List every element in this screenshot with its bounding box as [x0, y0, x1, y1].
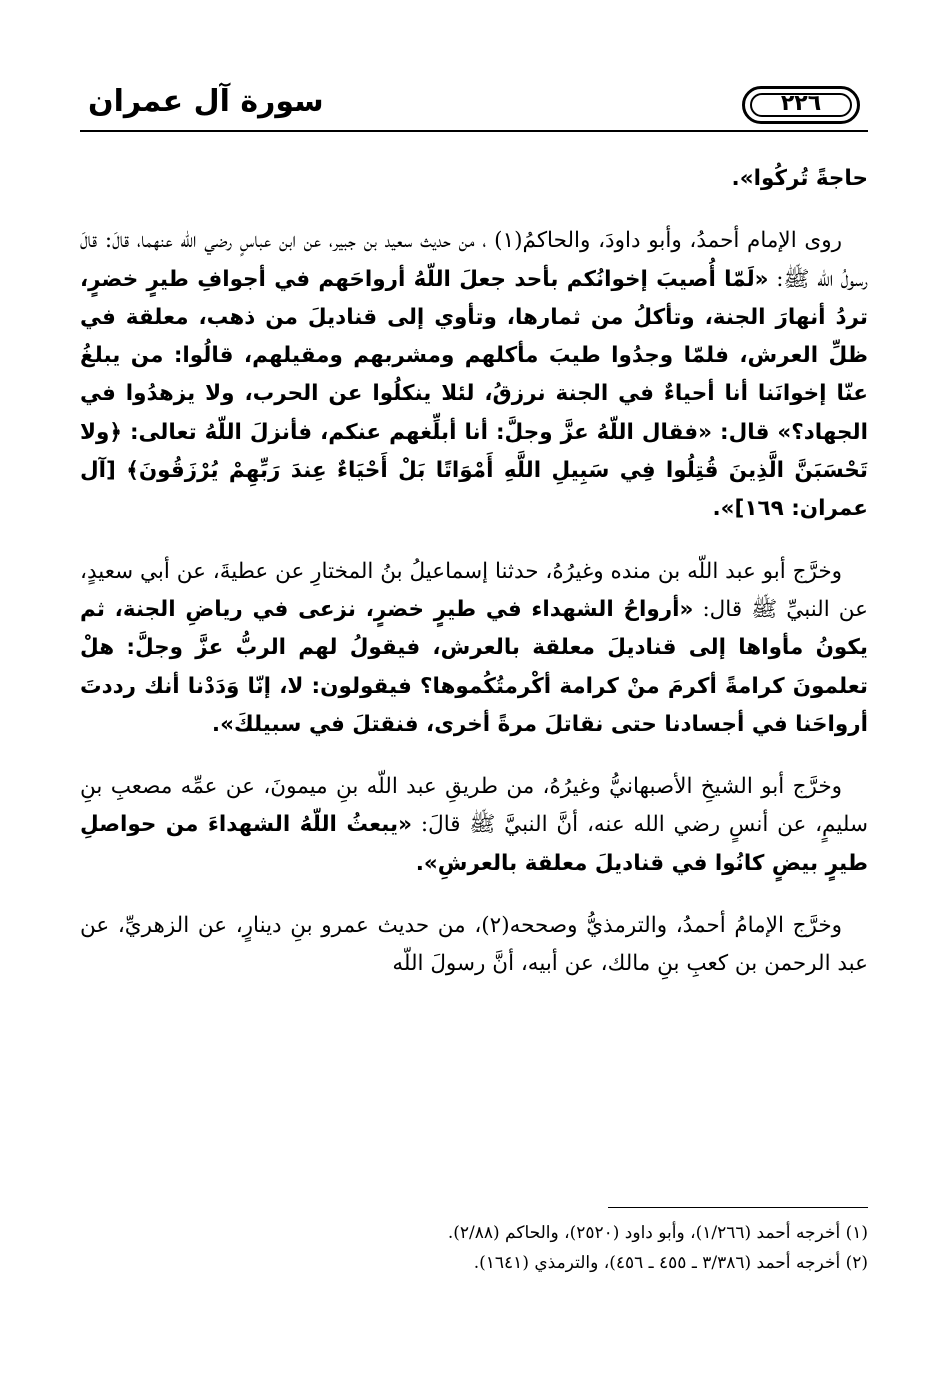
hadith-quote: «أرواحُ الشهداء في طيرٍ خضرٍ، نزعى في رياضِ الجنة، ثم يكونُ مأواها إلى قناديلَ معلقة بالعرش، فيقولُ لهم الربُّ عزَّ وجلَّ: هلْ تعلمونَ كرامةً أكرمَ منْ كرامة أكْرمتُكُموها؟ فيقولون: لا، إنّا وَدَدْنا أنك رددتَ أرواحَنا في أجسادنا حتى نقاتلَ مرةً أخرى، فنقتلَ في سبيلكَ». [80, 596, 868, 737]
paragraph-anas [80, 768, 868, 883]
page-header [80, 78, 868, 132]
footnotes [80, 1218, 868, 1278]
surah-title: سورة آل عمران [88, 84, 324, 119]
hadith-quote: «يبعثُ اللّهُ الشهداءَ من حواصلِ طيرٍ بيضٍ كانُوا في قناديلَ معلقة بالعرشِ». [80, 812, 868, 876]
hadith-quote-tail: قال: «فقال اللّهُ عزَّ وجلَّ: أنا أبلِّغهم عنكم، فأنزلَ اللّهُ تعالى: ﴿ولا تَحْسَبَنَّ الَّذِينَ قُتِلُوا فِي سَبِيلِ اللَّهِ أَمْوَاتًا بَلْ أَحْيَاءٌ عِندَ رَبِّهِمْ يُرْزَقُونَ﴾ [آل عمران: ١٦٩]». [80, 419, 868, 522]
paragraph-ahmad-tirmidhi [80, 907, 868, 984]
paragraph-text: وخرَّج أبو الشيخِ الأصبهانيُّ وغيرُهُ، من طريقِ عبد اللّه بنِ ميمونَ، عن عمِّه مصعبِ بنِ سليمٍ، عن أنسٍ رضي الله عنه، أنَّ النبيَّ ﷺ قالَ: [80, 774, 868, 838]
hadith-quote: «لَمّا أُصيبَ إخوانُكم بأحد جعلَ اللّهُ أرواحَهم في أجوافِ طيرٍ خضرٍ، تردُ أنهارَ الجنة، وتأكلُ من ثمارها، وتأوي إلى قناديلَ من ذهب، معلقة في ظلِّ العرش، فلمّا وجدُوا طيبَ مأكلهم ومشربهم ومقيلهم، قالُوا: من يبلغُ عنّا إخوانَنا أنا أحياءٌ في الجنة نرزقُ، لئلا ينكلُوا عن الحرب، ولا يزهدُوا في الجهاد؟» [80, 266, 868, 445]
footnote-1: (١) أخرجه أحمد (١/٢٦٦)، وأبو داود (٢٥٢٠)، والحاكم (٢/٨٨). [447, 1223, 868, 1243]
paragraph-text: روى الإمام أحمدُ، وأبو داودَ، والحاكمُ(١) ، من حديث سعيد بن جبير، عن ابن عباسٍ رضي الله عنهما، قالَ: قالَ رسولُ اللّه ﷺ: [80, 228, 868, 292]
footnote-2: (٢) أخرجه أحمد (٣/٣٨٦ ـ ٤٥٥ ـ ٤٥٦)، والترمذي (١٦٤١). [473, 1253, 868, 1273]
paragraph-continuation [80, 160, 868, 198]
page-number: ٢٢٦ [780, 91, 822, 116]
paragraph-abu-said [80, 553, 868, 744]
paragraph-text: وخرَّج أبو عبد اللّه بن منده وغيرُهُ، حدثنا إسماعيلُ بنُ المختارِ عن عطيةَ، عن أبي سعيدٍ، عن النبيِّ ﷺ قال: [80, 558, 868, 622]
footnote-divider [608, 1207, 868, 1208]
main-text [80, 160, 868, 1008]
paragraph-text: وخرَّج الإمامُ أحمدُ، والترمذيُّ وصححه(٢)، من حديث عمرو بنِ دينارٍ، عن الزهريِّ، عن عبد الرحمن بن كعبِ بنِ مالك، عن أبيه، أنَّ رسولَ اللّه [80, 913, 868, 977]
hadith-quote: حاجةً تُركُوا». [731, 166, 868, 191]
header-divider [80, 130, 868, 132]
paragraph-ibn-abbas [80, 222, 868, 528]
page-number-badge [742, 86, 860, 124]
